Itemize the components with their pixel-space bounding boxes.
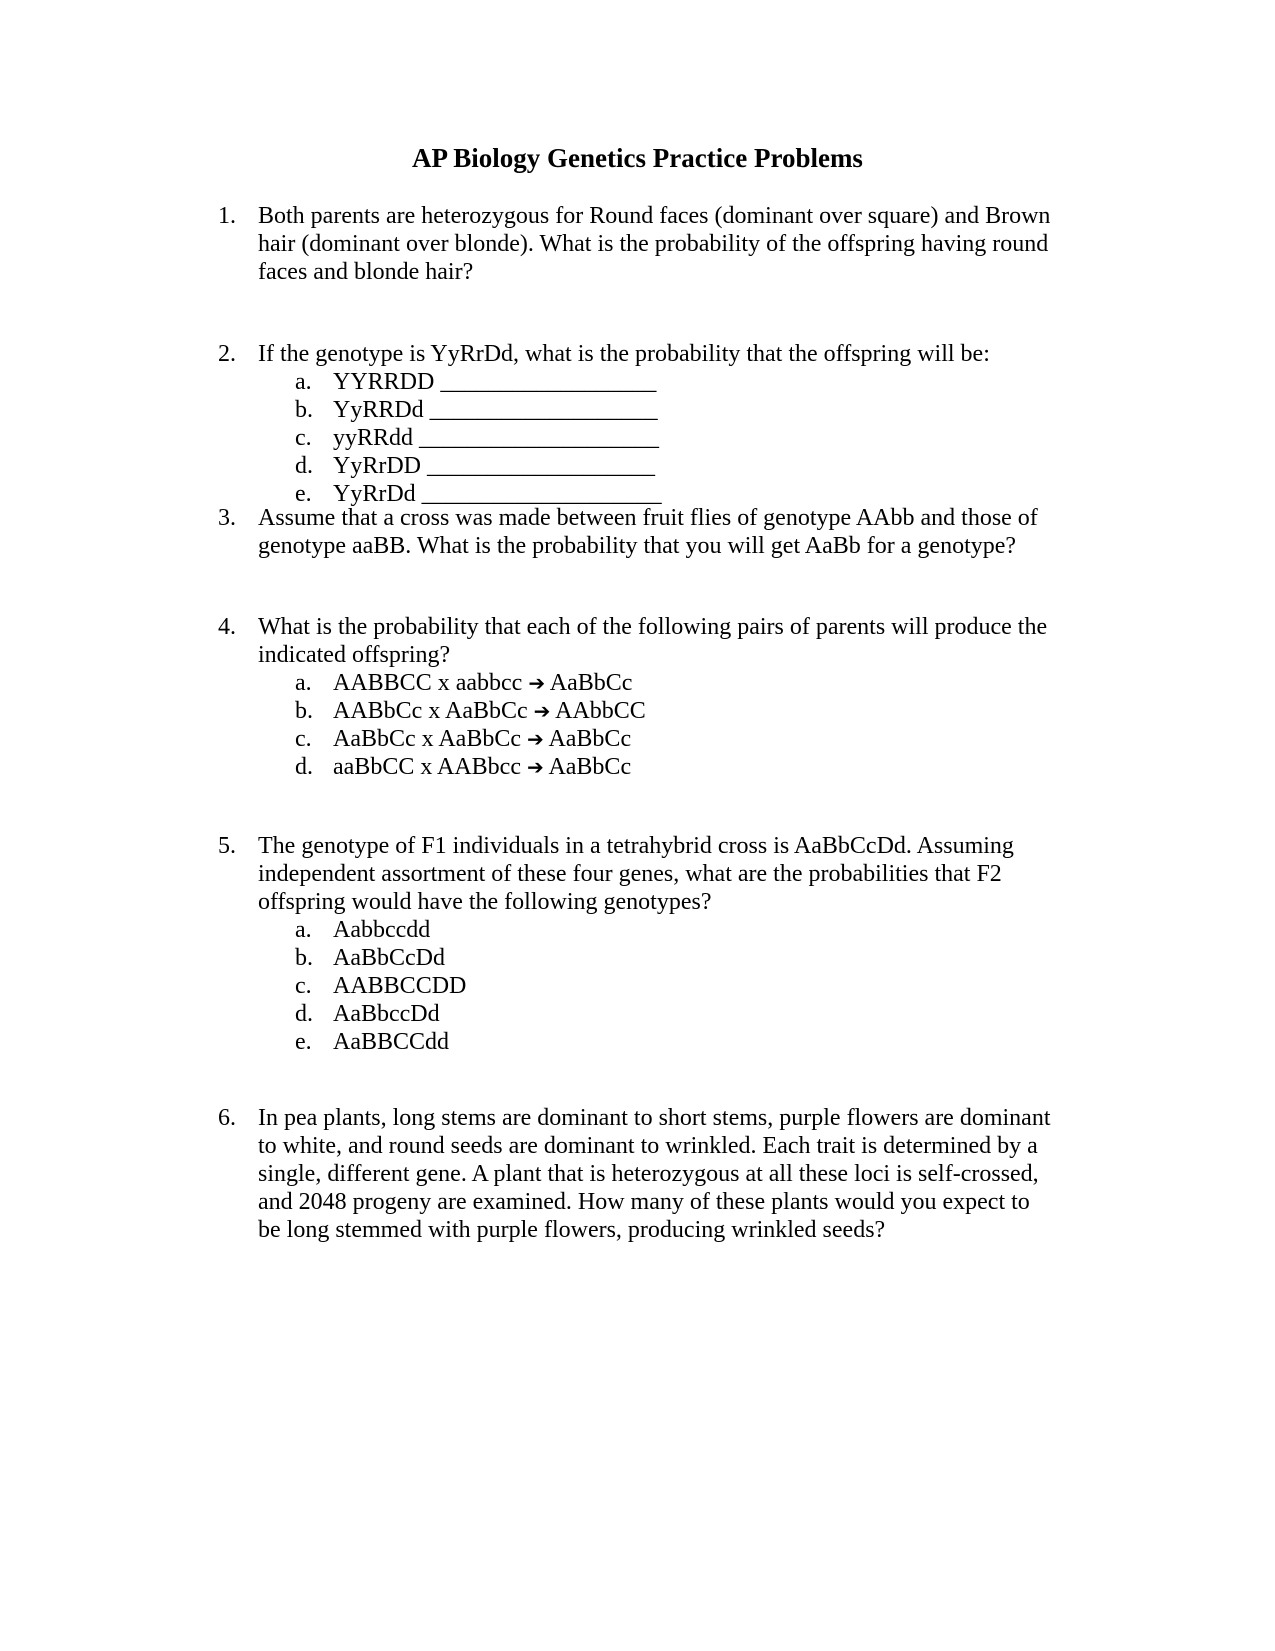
- item-text: Aabbccdd: [333, 917, 431, 943]
- answer-item: [0, 1000, 1275, 1028]
- question-text: If the genotype is YyRrDd, what is the probability that the offspring will be:: [258, 341, 990, 367]
- item-text: YyRRDd ___________________: [333, 397, 658, 423]
- question-number: 3.: [218, 505, 236, 531]
- cross-parents: aaBbCC x AABbcc: [333, 754, 521, 780]
- question-text: In pea plants, long stems are dominant to short stems, purple flowers are dominant to white, and round seeds are dominant to wrinkled. Each trait is determined by a single, different gene. A plant that is heterozygous at all these loci is self-crossed, and 2048 progeny are examined. How many of these plants would you expect to be long stemmed with purple flowers, producing wrinkled seeds?: [258, 1105, 1051, 1243]
- answer-item: [0, 944, 1275, 972]
- cross-parents: AABBCC x aabbcc: [333, 670, 523, 696]
- answer-item: [0, 1028, 1275, 1056]
- page-title: AP Biology Genetics Practice Problems: [412, 143, 863, 173]
- question-number: 1.: [218, 203, 236, 229]
- question-number: 2.: [218, 341, 236, 367]
- cross-item: [0, 697, 1275, 725]
- item-text: [333, 753, 631, 781]
- item-letter: c.: [295, 726, 312, 752]
- question-number: 5.: [218, 833, 236, 859]
- question-number: 4.: [218, 614, 236, 640]
- question-1: [0, 202, 1275, 286]
- item-letter: c.: [295, 973, 312, 999]
- question-2: [0, 340, 1275, 508]
- cross-offspring: AAbbCC: [555, 698, 646, 724]
- cross-item: [0, 753, 1275, 781]
- item-text: yyRRdd ____________________: [333, 425, 660, 451]
- item-letter: d.: [295, 453, 313, 479]
- cross-offspring: AaBbCc: [548, 754, 632, 780]
- item-text: YyRrDD ___________________: [333, 453, 655, 479]
- answer-item: [0, 424, 1275, 452]
- item-text: [333, 697, 646, 725]
- cross-item: [0, 669, 1275, 697]
- item-letter: a.: [295, 917, 312, 943]
- item-text: [333, 725, 631, 753]
- question-5: [0, 832, 1275, 1056]
- cross-offspring: AaBbCc: [548, 726, 632, 752]
- answer-item: [0, 368, 1275, 396]
- question-text: Assume that a cross was made between fruit flies of genotype AAbb and those of genotype aaBB. What is the probability that you will get AaBb for a genotype?: [258, 505, 1038, 559]
- answer-item: [0, 396, 1275, 424]
- question-text: The genotype of F1 individuals in a tetrahybrid cross is AaBbCcDd. Assuming independent assortment of these four genes, what are the probabilities that F2 offspring would have the following genotypes?: [258, 833, 1014, 915]
- answer-item: [0, 452, 1275, 480]
- item-letter: b.: [295, 397, 313, 423]
- item-letter: b.: [295, 945, 313, 971]
- item-letter: d.: [295, 1001, 313, 1027]
- cross-parents: AABbCc x AaBbCc: [333, 698, 528, 724]
- item-text: AABBCCDD: [333, 973, 467, 999]
- item-text: AaBBCCdd: [333, 1029, 450, 1055]
- item-text: AaBbCcDd: [333, 945, 445, 971]
- answer-item: [0, 916, 1275, 944]
- cross-parents: AaBbCc x AaBbCc: [333, 726, 521, 752]
- cross-offspring: AaBbCc: [549, 670, 633, 696]
- arrow-right-icon: ➔: [533, 699, 551, 723]
- item-letter: b.: [295, 698, 313, 724]
- item-text: YyRrDd ____________________: [333, 481, 662, 507]
- question-3: [0, 504, 1275, 560]
- question-number: 6.: [218, 1105, 236, 1131]
- item-letter: a.: [295, 670, 312, 696]
- item-letter: e.: [295, 481, 312, 507]
- question-text: What is the probability that each of the following pairs of parents will produce the indicated offspring?: [258, 614, 1048, 668]
- cross-item: [0, 725, 1275, 753]
- question-6: [0, 1104, 1275, 1244]
- item-text: [333, 669, 632, 697]
- answer-item: [0, 972, 1275, 1000]
- item-letter: a.: [295, 369, 312, 395]
- arrow-right-icon: ➔: [528, 671, 546, 695]
- item-text: YYRRDD __________________: [333, 369, 657, 395]
- question-text: Both parents are heterozygous for Round faces (dominant over square) and Brown hair (dominant over blonde). What is the probability of the offspring having round faces and blonde hair?: [258, 203, 1051, 285]
- question-4: [0, 613, 1275, 781]
- arrow-right-icon: ➔: [526, 755, 544, 779]
- item-letter: c.: [295, 425, 312, 451]
- item-letter: e.: [295, 1029, 312, 1055]
- arrow-right-icon: ➔: [526, 727, 544, 751]
- item-letter: d.: [295, 754, 313, 780]
- item-text: AaBbccDd: [333, 1001, 440, 1027]
